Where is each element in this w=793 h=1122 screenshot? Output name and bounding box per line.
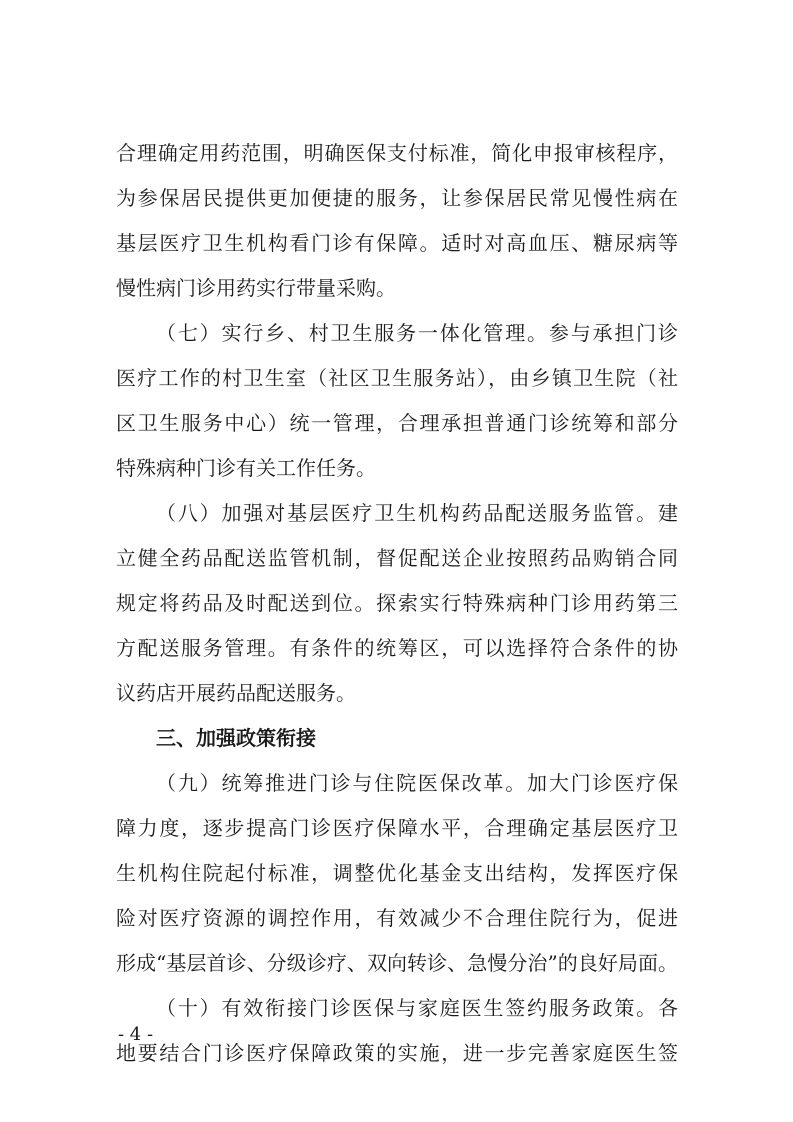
text-line: 特殊病种门诊有关工作任务。 (116, 456, 376, 480)
text-line: 规定将药品及时配送到位。探索实行特殊病种门诊用药第三 (116, 591, 678, 615)
text-line: 立健全药品配送监管机制，督促配送企业按照药品购销合同 (116, 546, 678, 570)
text-line: （八）加强对基层医疗卫生机构药品配送服务监管。建 (156, 501, 678, 525)
text-line: 险对医疗资源的调控作用，有效减少不合理住院行为，促进 (116, 906, 678, 930)
text-line: 为参保居民提供更加便捷的服务，让参保居民常见慢性病在 (116, 186, 678, 210)
section-heading: 三、加强政策衔接 (156, 726, 316, 750)
text-line: 基层医疗卫生机构看门诊有保障。适时对高血压、糖尿病等 (116, 231, 678, 255)
text-line: 地要结合门诊医疗保障政策的实施，进一步完善家庭医生签 (116, 1041, 678, 1065)
page-number: - 4 - (118, 1024, 154, 1045)
text-line: 方配送服务管理。有条件的统筹区，可以选择符合条件的协 (116, 636, 678, 660)
text-line: （十）有效衔接门诊医保与家庭医生签约服务政策。各 (156, 996, 678, 1020)
text-line: 医疗工作的村卫生室（社区卫生服务站），由乡镇卫生院（社 (116, 366, 678, 390)
text-line: 合理确定用药范围，明确医保支付标准，简化申报审核程序， (116, 141, 678, 165)
text-line: 慢性病门诊用药实行带量采购。 (116, 276, 396, 300)
text-line: 区卫生服务中心）统一管理，合理承担普通门诊统筹和部分 (116, 411, 678, 435)
text-line: （七）实行乡、村卫生服务一体化管理。参与承担门诊 (156, 321, 678, 345)
text-line: 障力度，逐步提高门诊医疗保障水平，合理确定基层医疗卫 (116, 816, 678, 840)
text-line: 议药店开展药品配送服务。 (116, 681, 356, 705)
body-text (116, 131, 678, 1076)
text-line: 形成“基层首诊、分级诊疗、双向转诊、急慢分治”的良好局面。 (116, 951, 678, 975)
text-line: （九）统筹推进门诊与住院医保改革。加大门诊医疗保 (156, 771, 678, 795)
text-line: 生机构住院起付标准，调整优化基金支出结构，发挥医疗保 (116, 861, 678, 885)
